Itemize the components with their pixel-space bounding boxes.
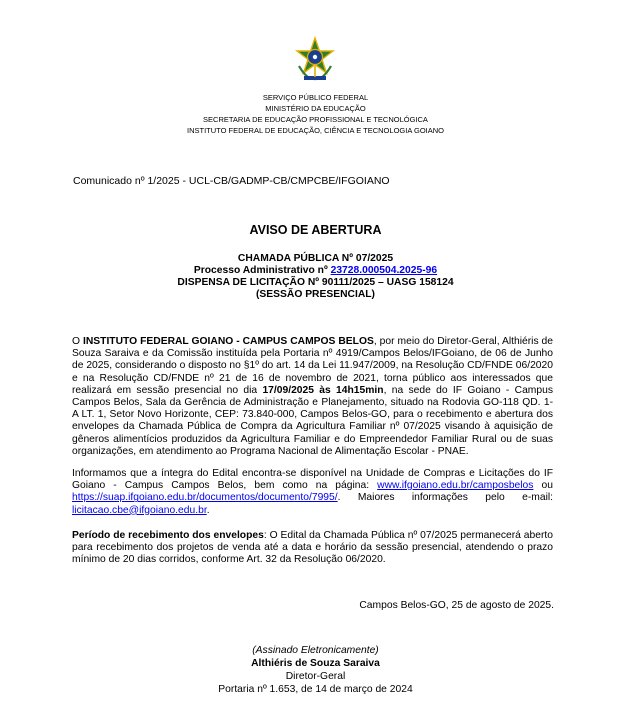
header-line-1: SERVIÇO PÚBLICO FEDERAL — [262, 93, 369, 102]
website-link[interactable]: www.ifgoiano.edu.br/camposbelos — [377, 480, 534, 492]
subtitle-session: (SESSÃO PRESENCIAL) — [255, 289, 375, 300]
subtitle-process — [0, 265, 631, 277]
para1-text-cont: , na sede do IF Goiano - Campus Campos Belos, Sala da Gerência de Administração e Planejamento, situado na Rodovia GO-118 QD. 1-A LT. 1, Setor Novo Horizonte, CEP: 73.840-000, Campos Belos-GO, para o recebimento e abertura dos envelopes da Chamada Pública de Compra da Agricultura Familiar nº 07/2025 visando à aquisição de gêneros alimentícios produzidos da Agricultura Familiar e do Empreendedor Familiar Rural ou de suas organizações, em atendimento ao Programa Nacional de Alimentação Escolar - PNAE. — [72, 384, 553, 457]
signatory-name: Althiéris de Souza Saraiva — [251, 658, 380, 669]
period-label: Período de recebimento dos envelopes — [72, 530, 264, 541]
info-paragraph — [72, 468, 553, 517]
para2-text: Informamos que a íntegra do Edital encontra-se disponível na Unidade de Compras e Licitações do IF Goiano - Campus Campos Belos, bem como na página: — [72, 468, 553, 492]
header-line-3: SECRETARIA DE EDUCAÇÃO PROFISSIONAL E TECNOLÓGICA — [203, 115, 428, 124]
header-line-4: INSTITUTO FEDERAL DE EDUCAÇÃO, CIÊNCIA E TECNOLOGIA GOIANO — [187, 126, 444, 135]
signatory-portaria: Portaria nº 1.653, de 14 de março de 2024 — [218, 684, 413, 695]
signatory-role: Diretor-Geral — [285, 671, 346, 682]
institution-name: INSTITUTO FEDERAL GOIANO - CAMPUS CAMPOS BELOS — [82, 336, 374, 347]
period-paragraph — [72, 530, 553, 567]
para1-prefix: O — [72, 336, 83, 347]
para1-text: , por meio do Diretor-Geral, Althiéris de Souza Saraiva e da Comissão instituída pela Portaria nº 4919/Campos Belos/IFGoiano, de 06 de Junho de 2025, considerando o disposto no §1º do art. 14 da Lei 11.947/2009, na Resolução CD/FNDE 06/2020 e na Resolução CD/FNDE nº 21 de 16 de novembro de 2021, torna público aos interessados que realizará em sessão presencial no dia — [72, 336, 554, 396]
subtitle-process-label: Processo Administrativo nº — [193, 265, 331, 276]
session-datetime: 17/09/2025 às 14h15min — [262, 384, 384, 396]
subtitle-dispensa: DISPENSA DE LICITAÇÃO Nº 90111/2025 – UASG 158124 — [177, 277, 454, 288]
subtitle-call: CHAMADA PÚBLICA Nº 07/2025 — [237, 253, 394, 264]
period-text: : O Edital da Chamada Pública nº 07/2025 permanecerá aberto para recebimento dos projetos de venda até a data e horário da sessão presencial, atendendo o prazo mínimo de 20 dias corridos, conforme Art. 32 da Resolução 06/2020. — [72, 530, 553, 566]
email-link[interactable]: licitacao.cbe@ifgoiano.edu.br — [72, 504, 207, 516]
place-date: Campos Belos-GO, 25 de agosto de 2025. — [359, 600, 554, 611]
document-title: AVISO DE ABERTURA — [249, 223, 382, 237]
para2-or: ou — [533, 480, 553, 492]
process-number-link[interactable]: 23728.000504.2025-96 — [330, 265, 438, 276]
opening-paragraph — [72, 336, 553, 458]
para2-email-label: . Maiores informações pelo e-mail: — [337, 492, 553, 504]
suap-document-link[interactable]: https://suap.ifgoiano.edu.br/documentos/documento/7995/ — [72, 492, 338, 504]
signature-note: (Assinado Eletronicamente) — [252, 645, 379, 656]
coat-of-arms-icon — [291, 36, 339, 84]
header-line-2: MINISTÉRIO DA EDUCAÇÃO — [265, 104, 366, 113]
para2-end: . — [206, 504, 210, 516]
communique-reference: Comunicado nº 1/2025 - UCL-CB/GADMP-CB/CMPCBE/IFGOIANO — [73, 175, 390, 187]
